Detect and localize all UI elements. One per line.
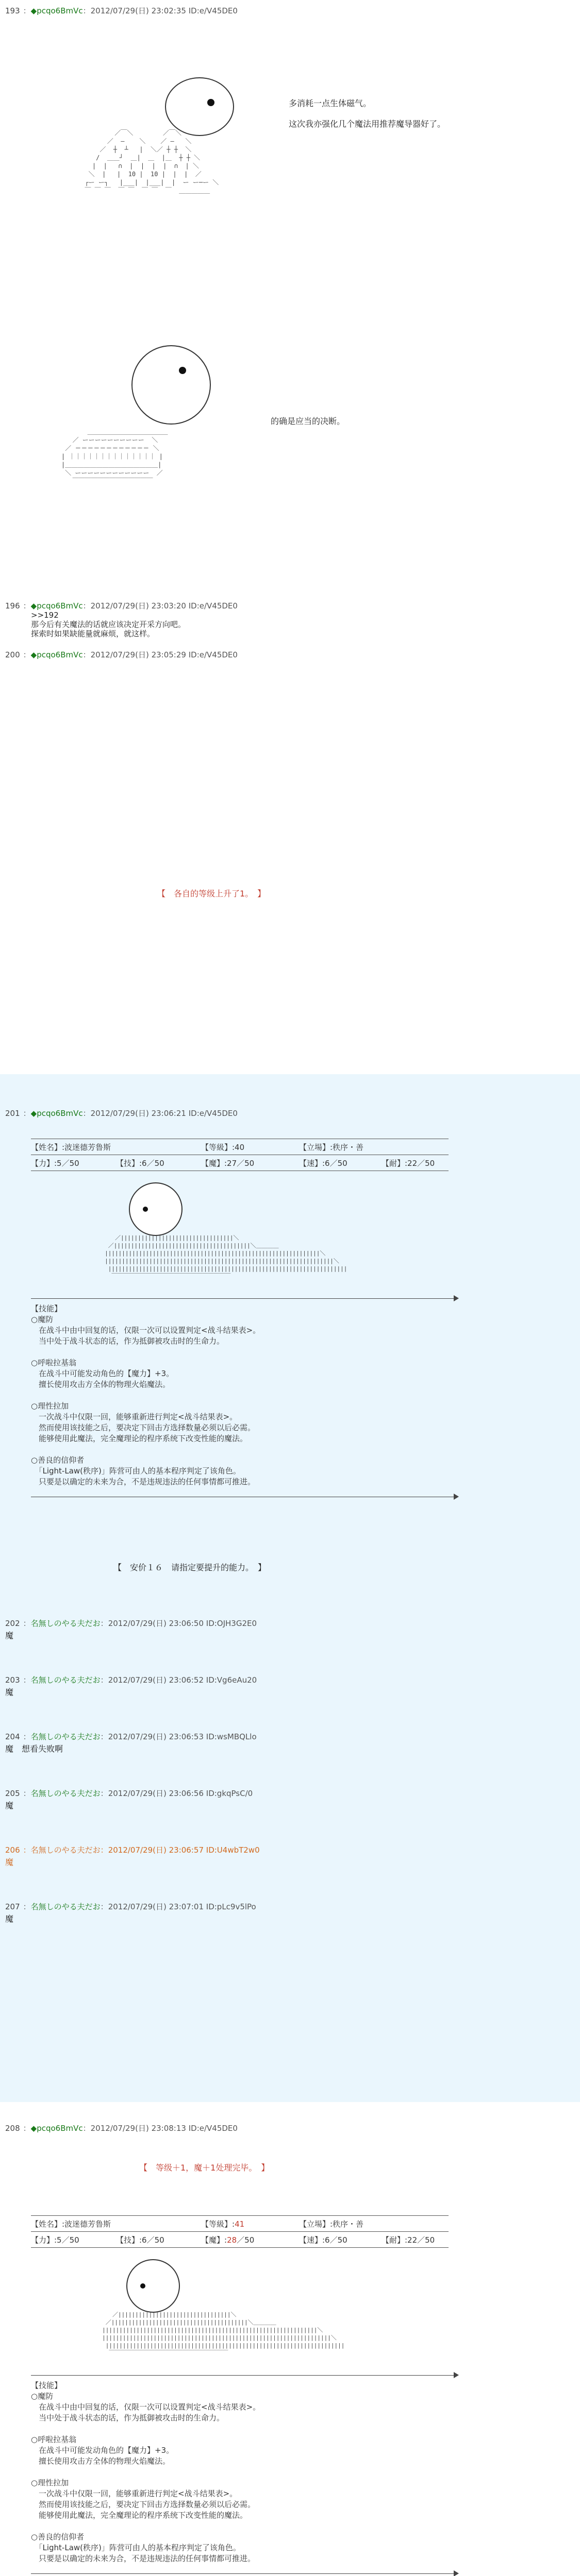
post-id: ID:wsMBQLlo [206,1732,257,1741]
reply-text: 魔 [5,1631,14,1640]
divider [31,1298,454,1299]
post-number: 208 [5,2124,20,2133]
post-date: 2012/07/29(日) 23:02:35 [90,6,186,15]
reply-text: 魔 [5,1914,14,1924]
stat-level: 【等級】:40 [201,1142,245,1152]
ascii-art-figure-1: ／￣＼ ／￣＼ ／ ― ＼ ／ ― ＼ ／ ┼ ┴ | ＼／ ┼ ┼ ＼ / ＿＿┘ ＿| ＿ |＿ ┼ ┼ ＼ | | ∩ | | | | ∩ | ＼ ＼ | | 10 | 10 | | | ／ ┌ー ー┐ |___| |___| | ー ー─ー ＼ ￣ ￣ ￣ ￣ ￣ ￣ ￣ ￣ ＿＿＿＿＿ [85,129,219,194]
skills-list: 【技能】 ○魔防 在战斗中由中回复的话，仅限一次可以设置判定<战斗结果表>。 当中处于战斗状态的话，作为抵御被攻击时的生命力。 ○呼啦拉基翁 在战斗中可能发动角色的【魔力】+3。 擅长使用攻击方全体的物理火焰魔法。 ○理性拉加 一次战斗中仅限一回，能够重新进行判定<战斗结果表>。 然而使用该技能之后，要决定下回击方选择数量必须以后必需。 能够使用此魔法，完全魔理论的程序系统下改变性能的魔法。 ○善良的信仰者 「Light-Law(秩序)」阵营可由人的基本程序判定了该角色。 只要是以确定的未来为合，不是违规违法的任何事情都可推进。 [31,2381,261,2563]
post-date: 2012/07/29(日) 23:06:53 [108,1732,204,1741]
stat-position: 【立場】:秩序・善 [299,2219,364,2229]
skills-list: 【技能】 ○魔防 在战斗中由中回复的话，仅限一次可以设置判定<战斗结果表>。 当中处于战斗状态的话，作为抵御被攻击时的生命力。 ○呼啦拉基翁 在战斗中可能发动角色的【魔力】+3。 擅长使用攻击方全体的物理火焰魔法。 ○理性拉加 一次战斗中仅限一回，能够重新进行判定<战斗结果表>。 然而使用该技能之后，要决定下回击方选择数量必须以后必需。 能够使用此魔法，完全魔理论的程序系统下改变性能的魔法。 ○善良的信仰者 「Light-Law(秩序)」阵营可由人的基本程序判定了该角色。 只要是以确定的未来为合，不是违规违法的任何事情都可推进。 [31,1304,261,1486]
character-head [129,1182,183,1236]
post-number: 204 [5,1732,20,1741]
post-author: ◆pcqo6BmVc [30,601,83,611]
reply-text: 魔 [5,1857,14,1867]
stat-magic-max: ／50 [237,2235,255,2245]
post-date: 2012/07/29(日) 23:06:50 [108,1619,204,1628]
post-number: 193 [5,6,20,15]
post-date: 2012/07/29(日) 23:08:13 [90,2124,186,2133]
character-head [131,345,211,425]
stat-level-label: 【等級】: [201,2219,235,2229]
post-header-193: 193 ：◆pcqo6BmVc：2012/07/29(日) 23:02:35 ID:e/V45DE0 [5,6,238,15]
post-text: 的确是应当的决断。 [271,416,345,426]
divider [31,2375,454,2376]
post-author: ◆pcqo6BmVc [30,6,83,15]
post-number: 201 [5,1109,20,1118]
reply-text: 魔 [5,1801,14,1810]
divider-arrow [454,2372,459,2378]
post-header-204: 204 ：名無しのやる夫だお：2012/07/29(日) 23:06:53 ID:wsMBQLlo [5,1732,257,1741]
post-date: 2012/07/29(日) 23:03:20 [90,601,186,611]
stat-magic: 【魔】:27／50 [201,1158,255,1168]
stat-name: 【姓名】:波迷德芳鲁斯 [31,1142,111,1152]
system-notice: 【 等级＋1，魔＋1处理完毕。 】 [139,2163,270,2173]
status-row [31,1139,449,1155]
divider-arrow [454,1494,459,1500]
post-header-205: 205 ：名無しのやる夫だお：2012/07/29(日) 23:06:56 ID:gkqPsC/0 [5,1789,253,1798]
stat-power: 【力】:5／50 [31,2235,79,2245]
stat-speed: 【速】:6／50 [299,1158,347,1168]
post-header-207: 207 ：名無しのやる夫だお：2012/07/29(日) 23:07:01 ID:pLc9v5lPo [5,1902,256,1911]
divider-arrow [454,2570,459,2576]
post-id: ID:e/V45DE0 [188,2124,238,2133]
stat-level-value: 41 [235,2219,245,2229]
ascii-art-figure-3: ／|||||||||||||||||||||||||||||||||＼ ／||||||||||||||||||||||||||||||||||||||||＼＿＿＿＿ |||||||||||||||||||||||||||||||||||||||||||||||||||||||||||||||＼ |||||||||||||||||||||||||||||||||||||||||||||||||||||||||||||||||||＼ |||||||||||||||||||||||||||||||||||||||||||||||||||||||||||||||||||||| ￣￣￣￣￣￣￣￣￣￣￣￣￣￣￣￣￣￣￣￣￣ [105,1234,347,1280]
ascii-art-figure-4: ／|||||||||||||||||||||||||||||||||＼ ／||||||||||||||||||||||||||||||||||||||||＼＿＿＿＿ |||||||||||||||||||||||||||||||||||||||||||||||||||||||||||||||＼ |||||||||||||||||||||||||||||||||||||||||||||||||||||||||||||||||||＼ |||||||||||||||||||||||||||||||||||||||||||||||||||||||||||||||||||||| ￣￣￣￣￣￣￣￣￣￣￣￣￣￣￣￣￣￣￣￣￣ [102,2311,345,2357]
post-id: ID:e/V45DE0 [188,6,238,15]
post-date: 2012/07/29(日) 23:06:57 [108,1845,204,1855]
system-notice: 【 各自的等级上升了1。 】 [157,889,266,899]
post-author: 名無しのやる夫だお [30,1619,101,1628]
character-head [126,2259,180,2313]
reply-text: 魔 想看失败啊 [5,1744,63,1754]
post-header-206: 206 ：名無しのやる夫だお：2012/07/29(日) 23:06:57 ID:U4wbT2w0 [5,1845,260,1855]
post-id: ID:e/V45DE0 [188,601,238,611]
divider-arrow [454,1295,459,1301]
post-header-202: 202 ：名無しのやる夫だお：2012/07/29(日) 23:06:50 ID:OJH3G2E0 [5,1619,257,1628]
status-row [31,2232,449,2248]
character-eye [140,2283,145,2289]
stat-power: 【力】:5／50 [31,1158,79,1168]
post-header-203: 203 ：名無しのやる夫だお：2012/07/29(日) 23:06:52 ID:Vg6eAu20 [5,1675,257,1685]
stat-skill: 【技】:6／50 [116,1158,164,1168]
post-number: 200 [5,650,20,659]
post-id: ID:e/V45DE0 [188,1109,238,1118]
post-date: 2012/07/29(日) 23:06:21 [90,1109,186,1118]
stat-magic [201,2234,299,2245]
post-id: ID:e/V45DE0 [188,650,238,659]
post-author: ◆pcqo6BmVc [30,2124,83,2133]
ascii-art-figure-2: ＿＿＿＿＿＿＿＿＿＿＿＿＿ ／ ーーーーーーーーーー ＼ ／ ＝＝＝＝＝＝＝＝＝＝＝＝ ＼ | ｜｜｜｜｜｜｜｜｜｜｜｜｜｜ | |＿＿＿＿＿＿＿＿＿＿＿＿＿＿＿| ＼ ーーーーーーーーーーーー ／ ￣￣￣￣￣￣￣￣￣￣￣￣￣ [61,428,168,485]
post-header-200: 200 ：◆pcqo6BmVc：2012/07/29(日) 23:05:29 ID:e/V45DE0 [5,650,238,659]
post-id: ID:Vg6eAu20 [206,1675,257,1685]
character-head [165,77,234,136]
post-author: 名無しのやる夫だお [30,1902,101,1911]
post-number: 207 [5,1902,20,1911]
stat-level [201,2218,299,2229]
stat-magic-label: 【魔】: [201,2235,227,2245]
stat-skill: 【技】:6／50 [116,2235,164,2245]
post-text: >>192 那今后有关魔法的话就应该决定开采方向吧。 探索时如果缺能量就麻烦，就这样。 [31,611,186,638]
post-number: 206 [5,1845,20,1855]
status-row [31,1155,449,1171]
post-author: 名無しのやる夫だお [30,1845,101,1855]
stat-defense: 【耐】:22／50 [382,2235,435,2245]
post-id: ID:gkqPsC/0 [206,1789,253,1798]
stat-position: 【立場】:秩序・善 [299,1142,364,1152]
post-author: ◆pcqo6BmVc [30,650,83,659]
character-eye [143,1207,148,1212]
post-author: 名無しのやる夫だお [30,1675,101,1685]
status-table [31,1139,449,1171]
replies-background [0,1074,580,2102]
stat-name: 【姓名】:波迷德芳鲁斯 [31,2219,111,2229]
post-id: ID:U4wbT2w0 [206,1845,260,1855]
post-text: 这次我亦强化几个魔法用推荐魔导器好了。 [289,119,446,129]
post-date: 2012/07/29(日) 23:06:52 [108,1675,204,1685]
post-date: 2012/07/29(日) 23:05:29 [90,650,186,659]
post-author: 名無しのやる夫だお [30,1789,101,1798]
post-number: 205 [5,1789,20,1798]
post-header-208: 208 ：◆pcqo6BmVc：2012/07/29(日) 23:08:13 ID:e/V45DE0 [5,2124,238,2133]
status-row [31,2215,449,2232]
stat-speed: 【速】:6／50 [299,2235,347,2245]
divider [31,2573,454,2574]
post-number: 202 [5,1619,20,1628]
post-id: ID:pLc9v5lPo [206,1902,256,1911]
post-author: ◆pcqo6BmVc [30,1109,83,1118]
post-text: 多消耗一点生体磁气。 [289,98,372,108]
post-number: 196 [5,601,20,611]
stat-defense: 【耐】:22／50 [382,1158,435,1168]
post-number: 203 [5,1675,20,1685]
reply-text: 魔 [5,1687,14,1697]
post-header-201: 201 ：◆pcqo6BmVc：2012/07/29(日) 23:06:21 ID:e/V45DE0 [5,1109,238,1118]
post-date: 2012/07/29(日) 23:07:01 [108,1902,204,1911]
post-header-196: 196 ：◆pcqo6BmVc：2012/07/29(日) 23:03:20 ID:e/V45DE0 [5,601,238,611]
character-eye [207,99,214,106]
post-id: ID:OJH3G2E0 [206,1619,257,1628]
character-eye [179,367,186,374]
system-notice: 【 安价１６ 请指定要提升的能力。 】 [113,1563,267,1572]
status-table [31,2215,449,2248]
stat-magic-value: 28 [227,2235,237,2245]
post-date: 2012/07/29(日) 23:06:56 [108,1789,204,1798]
post-author: 名無しのやる夫だお [30,1732,101,1741]
